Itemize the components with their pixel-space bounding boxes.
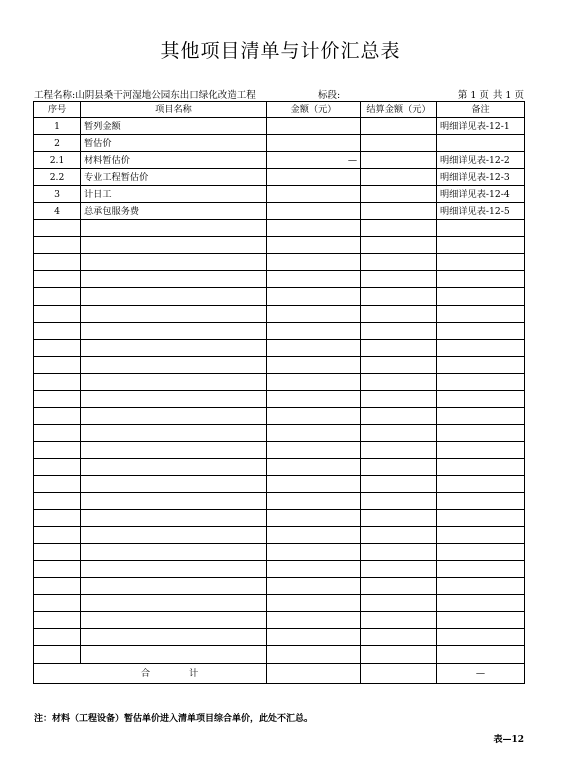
- cell-remark: [437, 578, 525, 595]
- cell-remark: [437, 356, 525, 373]
- cell-name: [81, 561, 267, 578]
- table-row-empty: [34, 527, 525, 544]
- table-row-empty: [34, 595, 525, 612]
- cell-settlement: [361, 424, 437, 441]
- cell-no: [34, 561, 81, 578]
- table-row: [34, 169, 525, 186]
- cell-settlement: [361, 152, 437, 169]
- cell-name: 专业工程暂估价: [81, 169, 267, 186]
- cell-amount: [267, 186, 361, 203]
- table-row-empty: [34, 305, 525, 322]
- cell-amount: [267, 595, 361, 612]
- cell-name: [81, 220, 267, 237]
- cell-amount: [267, 527, 361, 544]
- cell-amount: —: [267, 152, 361, 169]
- cell-settlement: [361, 390, 437, 407]
- cell-name: [81, 356, 267, 373]
- cell-settlement: [361, 595, 437, 612]
- cell-amount: [267, 390, 361, 407]
- table-row-empty: [34, 646, 525, 663]
- cell-remark: [437, 475, 525, 492]
- cell-settlement: [361, 493, 437, 510]
- cell-no: 2.1: [34, 152, 81, 169]
- cell-remark: [437, 373, 525, 390]
- cell-amount: [267, 271, 361, 288]
- cell-no: [34, 356, 81, 373]
- cell-amount: [267, 424, 361, 441]
- cell-remark: [437, 561, 525, 578]
- page-total: 共 1 页: [492, 90, 524, 101]
- cell-settlement: [361, 220, 437, 237]
- cell-no: [34, 271, 81, 288]
- cell-name: [81, 595, 267, 612]
- cell-no: 4: [34, 203, 81, 220]
- cell-no: [34, 424, 81, 441]
- cell-name: [81, 510, 267, 527]
- cell-name: [81, 424, 267, 441]
- cell-settlement: [361, 646, 437, 663]
- cell-settlement: [361, 441, 437, 458]
- table-header-row: [34, 102, 525, 118]
- cell-name: [81, 390, 267, 407]
- cell-amount: [267, 475, 361, 492]
- table-row-empty: [34, 458, 525, 475]
- table-row-empty: [34, 629, 525, 646]
- column-header-name: 项目名称: [81, 102, 267, 118]
- cell-remark: [437, 254, 525, 271]
- cell-remark: [437, 510, 525, 527]
- cell-settlement: [361, 237, 437, 254]
- cell-settlement: [361, 169, 437, 186]
- cell-name: [81, 237, 267, 254]
- cell-amount: [267, 203, 361, 220]
- cell-name: [81, 646, 267, 663]
- cell-amount: [267, 407, 361, 424]
- cell-amount: [267, 646, 361, 663]
- project-label: 工程名称:: [34, 90, 76, 101]
- cell-remark: [437, 135, 525, 152]
- page-title: 其他项目清单与计价汇总表: [160, 40, 401, 62]
- cell-amount: [267, 322, 361, 339]
- cell-settlement: [361, 356, 437, 373]
- cell-remark: [437, 612, 525, 629]
- cell-name: [81, 288, 267, 305]
- cell-remark: 明细详见表-12-2: [437, 152, 525, 169]
- cell-settlement: [361, 561, 437, 578]
- table-row-empty: [34, 339, 525, 356]
- cell-no: [34, 595, 81, 612]
- cell-remark: [437, 271, 525, 288]
- cell-settlement: [361, 407, 437, 424]
- cell-no: [34, 441, 81, 458]
- cell-name: [81, 493, 267, 510]
- cell-remark: [437, 322, 525, 339]
- cell-settlement: [361, 544, 437, 561]
- cell-name: [81, 322, 267, 339]
- cell-amount: [267, 458, 361, 475]
- cell-settlement: [361, 288, 437, 305]
- cell-no: [34, 339, 81, 356]
- cell-no: 2: [34, 135, 81, 152]
- total-settlement: [361, 663, 437, 683]
- cell-amount: [267, 629, 361, 646]
- cell-name: [81, 407, 267, 424]
- table-row-empty: [34, 510, 525, 527]
- project-info: [34, 87, 256, 101]
- table-row-empty: [34, 271, 525, 288]
- cell-name: [81, 629, 267, 646]
- cell-remark: [437, 390, 525, 407]
- cell-remark: 明细详见表-12-4: [437, 186, 525, 203]
- table-row-empty: [34, 390, 525, 407]
- cell-no: 3: [34, 186, 81, 203]
- table-row-empty: [34, 561, 525, 578]
- table-row-empty: [34, 322, 525, 339]
- cell-settlement: [361, 186, 437, 203]
- total-label: 合 计: [34, 663, 267, 683]
- summary-table: [33, 101, 525, 684]
- cell-no: [34, 322, 81, 339]
- column-header-no: 序号: [34, 102, 81, 118]
- table-row-empty: [34, 475, 525, 492]
- table-row-empty: [34, 254, 525, 271]
- cell-remark: [437, 424, 525, 441]
- total-remark: —: [437, 663, 525, 683]
- cell-amount: [267, 220, 361, 237]
- cell-remark: [437, 493, 525, 510]
- cell-settlement: [361, 578, 437, 595]
- table-row: [34, 135, 525, 152]
- cell-no: 1: [34, 118, 81, 135]
- cell-remark: [437, 458, 525, 475]
- cell-no: [34, 629, 81, 646]
- table-row-empty: [34, 493, 525, 510]
- cell-settlement: [361, 118, 437, 135]
- cell-name: [81, 305, 267, 322]
- cell-amount: [267, 169, 361, 186]
- cell-remark: 明细详见表-12-1: [437, 118, 525, 135]
- cell-amount: [267, 254, 361, 271]
- cell-amount: [267, 578, 361, 595]
- cell-no: [34, 475, 81, 492]
- cell-name: [81, 271, 267, 288]
- cell-settlement: [361, 339, 437, 356]
- cell-amount: [267, 612, 361, 629]
- cell-no: [34, 646, 81, 663]
- cell-remark: [437, 441, 525, 458]
- cell-no: [34, 612, 81, 629]
- table-row-empty: [34, 424, 525, 441]
- cell-remark: [437, 220, 525, 237]
- cell-settlement: [361, 458, 437, 475]
- table-row: [34, 118, 525, 135]
- cell-settlement: [361, 373, 437, 390]
- table-code: 表—12: [493, 735, 524, 745]
- cell-name: [81, 527, 267, 544]
- total-amount: [267, 663, 361, 683]
- cell-remark: [437, 305, 525, 322]
- table-row: [34, 186, 525, 203]
- table-row-empty: [34, 373, 525, 390]
- column-header-amount: 金额（元）: [267, 102, 361, 118]
- cell-no: [34, 288, 81, 305]
- cell-no: [34, 220, 81, 237]
- cell-name: 总承包服务费: [81, 203, 267, 220]
- cell-amount: [267, 561, 361, 578]
- table-row-empty: [34, 220, 525, 237]
- cell-name: 暂列金额: [81, 118, 267, 135]
- cell-name: [81, 612, 267, 629]
- cell-settlement: [361, 203, 437, 220]
- cell-no: [34, 544, 81, 561]
- cell-amount: [267, 237, 361, 254]
- table-row-empty: [34, 578, 525, 595]
- table-row-empty: [34, 612, 525, 629]
- table-body: [34, 118, 525, 684]
- cell-name: [81, 475, 267, 492]
- cell-no: [34, 390, 81, 407]
- cell-name: [81, 339, 267, 356]
- cell-no: [34, 493, 81, 510]
- cell-settlement: [361, 612, 437, 629]
- cell-remark: [437, 527, 525, 544]
- project-name: 山阴县桑干河湿地公园东出口绿化改造工程: [75, 90, 256, 101]
- cell-remark: 明细详见表-12-3: [437, 169, 525, 186]
- table-row-empty: [34, 544, 525, 561]
- section-label: 标段:: [318, 90, 341, 101]
- cell-amount: [267, 493, 361, 510]
- cell-remark: [437, 237, 525, 254]
- cell-name: 暂估价: [81, 135, 267, 152]
- table-row-empty: [34, 356, 525, 373]
- cell-settlement: [361, 475, 437, 492]
- cell-settlement: [361, 271, 437, 288]
- page-current: 第 1 页: [457, 90, 489, 101]
- cell-remark: [437, 629, 525, 646]
- cell-settlement: [361, 510, 437, 527]
- table-row-empty: [34, 407, 525, 424]
- cell-remark: [437, 288, 525, 305]
- cell-no: [34, 407, 81, 424]
- cell-no: 2.2: [34, 169, 81, 186]
- cell-remark: [437, 595, 525, 612]
- cell-no: [34, 254, 81, 271]
- cell-settlement: [361, 322, 437, 339]
- cell-no: [34, 510, 81, 527]
- cell-amount: [267, 373, 361, 390]
- cell-amount: [267, 288, 361, 305]
- cell-amount: [267, 510, 361, 527]
- table-row: [34, 152, 525, 169]
- table-row-empty: [34, 237, 525, 254]
- cell-no: [34, 305, 81, 322]
- cell-name: [81, 458, 267, 475]
- cell-remark: [437, 407, 525, 424]
- cell-name: [81, 254, 267, 271]
- cell-settlement: [361, 629, 437, 646]
- cell-name: [81, 544, 267, 561]
- cell-no: [34, 458, 81, 475]
- table-row: [34, 203, 525, 220]
- column-header-remark: 备注: [437, 102, 525, 118]
- cell-settlement: [361, 254, 437, 271]
- cell-no: [34, 578, 81, 595]
- cell-remark: 明细详见表-12-5: [437, 203, 525, 220]
- table-total-row: [34, 663, 525, 683]
- cell-no: [34, 527, 81, 544]
- cell-settlement: [361, 305, 437, 322]
- cell-amount: [267, 544, 361, 561]
- cell-settlement: [361, 135, 437, 152]
- cell-no: [34, 237, 81, 254]
- cell-remark: [437, 544, 525, 561]
- table-row-empty: [34, 441, 525, 458]
- cell-name: [81, 578, 267, 595]
- cell-amount: [267, 441, 361, 458]
- cell-name: [81, 441, 267, 458]
- cell-amount: [267, 305, 361, 322]
- cell-name: 计日工: [81, 186, 267, 203]
- page-indicator: [454, 87, 524, 101]
- cell-amount: [267, 118, 361, 135]
- cell-amount: [267, 135, 361, 152]
- cell-amount: [267, 356, 361, 373]
- cell-no: [34, 373, 81, 390]
- cell-settlement: [361, 527, 437, 544]
- cell-remark: [437, 646, 525, 663]
- cell-name: [81, 373, 267, 390]
- table-row-empty: [34, 288, 525, 305]
- column-header-settlement: 结算金额（元）: [361, 102, 437, 118]
- cell-name: 材料暂估价: [81, 152, 267, 169]
- cell-amount: [267, 339, 361, 356]
- footnote: 注：材料（工程设备）暂估单价进入清单项目综合单价，此处不汇总。: [34, 714, 314, 724]
- cell-remark: [437, 339, 525, 356]
